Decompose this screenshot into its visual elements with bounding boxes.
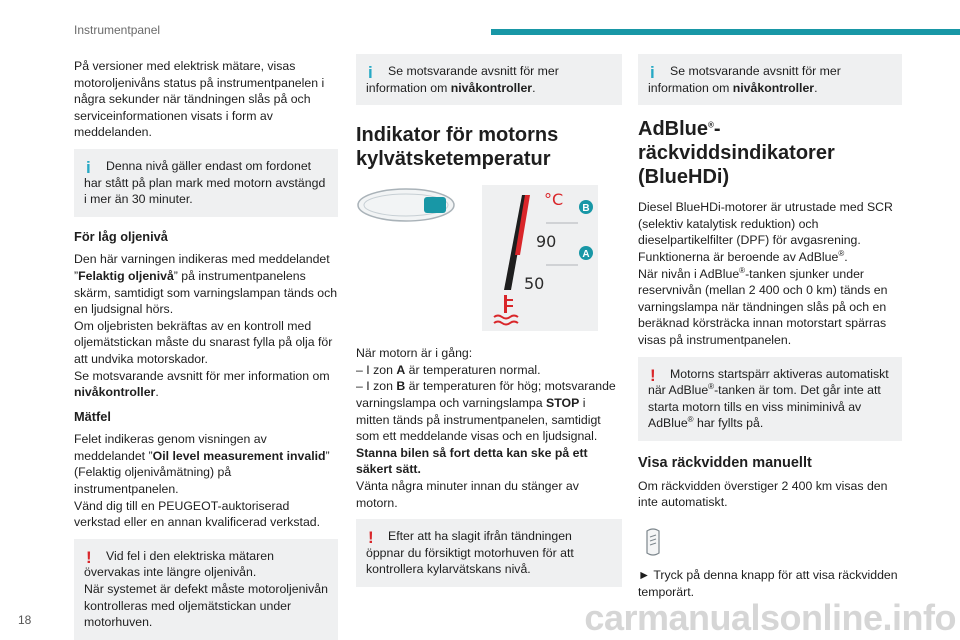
manual-range-body: Om räckvidden överstiger 2 400 km visas den inte automatiskt. (638, 478, 888, 510)
adblue-heading (638, 117, 902, 189)
warning-box-text (84, 548, 328, 631)
fault-message: Oil level measurement invalid (152, 448, 326, 463)
low-oil-text-3: Om oljebristen bekräftas av en kontroll med oljemätstickan måste du snarast fylla på olja för att undvika motorskador. (74, 318, 333, 366)
zone-b-text-3: i mitten tänds på instrumentpanelen, samtidigt som ett meddelande visas och en ljudsignal. (356, 395, 601, 444)
info-box-level-checks (356, 54, 622, 105)
manual-range-heading: Visa räckvidden manuellt (638, 454, 812, 471)
column-3 (638, 54, 902, 608)
warning-line-1: Vid fel i den elektriska mätaren övervakas inte längre oljenivån. (84, 548, 274, 580)
zone-a-marker: A (582, 249, 590, 261)
adblue-heading-sup: ® (708, 120, 714, 130)
fault-text-2: ” (Felaktig oljenivåmätning) på instrumentpanelen. (74, 448, 330, 497)
zone-a-text-2: är temperaturen normal. (405, 362, 541, 377)
info-box-text: Denna nivå gäller endast om fordonet har stått på plan mark med motorn avstängd i mer än 30 minuter. (84, 158, 326, 207)
zone-b-text-2: är temperaturen för hög; motsvarande varningslampa och varningslampa (356, 379, 616, 410)
oil-level-intro: På versioner med elektrisk mätare, visas motoroljenivåns status på instrumentpanelen i några sekunder när tändningen slås på och serviceinformationen visats i form av meddelanden. (74, 59, 325, 140)
warning-box-text (648, 366, 892, 432)
low-oil-text-2: ” på instrumentpanelens skärm, samtidigt som varningslampan tänds och en ljudsignal hörs. (74, 268, 338, 317)
adblue-intro (638, 199, 902, 348)
adblue-intro-sup: ® (838, 248, 845, 258)
column-1 (74, 58, 338, 640)
instrument-cluster-icon (356, 185, 458, 225)
adblue-warn-sup-1: ® (708, 382, 715, 392)
info-icon: i (650, 63, 655, 82)
gauge-value-90: 90 (536, 232, 557, 252)
adblue-warn-text: Motorns startspärr aktiveras automatiskt när AdBlue (648, 366, 889, 398)
info-text: Se motsvarande avsnitt för mer information om (366, 64, 559, 95)
warning-box-electric-gauge (74, 539, 338, 640)
zone-b-letter: B (396, 379, 406, 394)
info-box-level-checks-2 (638, 54, 902, 105)
warning-box-adblue (638, 357, 902, 441)
info-box-level-note (74, 149, 338, 217)
info-link-term: nivåkontroller (732, 80, 815, 95)
warning-box-text: Efter att ha slagit ifrån tändningen öppnar du försiktigt motorhuven för att kontrollera kylarvätskans nivå. (366, 529, 574, 577)
info-icon: i (86, 157, 91, 177)
adblue-heading-post: -räckviddsindikatorer (BlueHDi) (638, 118, 835, 189)
press-button-instruction: ► Tryck på denna knapp för att visa räckvidden temporärt. (638, 568, 898, 599)
engine-running-text: När motorn är i gång: (356, 346, 473, 361)
fault-text-3: Vänd dig till en PEUGEOT-auktoriserad verkstad eller en annan kvalificerad verkstad. (74, 498, 321, 530)
measurement-fault-body (74, 431, 338, 531)
page-number: 18 (18, 613, 32, 627)
zone-a-text: – I zon (356, 362, 397, 377)
stalk-button-icon (644, 527, 662, 557)
zone-b-marker: B (582, 203, 590, 215)
warning-icon: ! (368, 528, 374, 548)
info-box-text (366, 63, 612, 96)
watermark: carmanualsonline.info (584, 597, 956, 638)
warning-box-coolant (356, 519, 622, 587)
wait-instruction: Vänta några minuter innan du stänger av motorn. (356, 478, 579, 510)
adblue-warn-text-3: har fyllts på. (693, 416, 764, 431)
zone-a-letter: A (396, 362, 406, 377)
adblue-reserve-text-2: -tanken sjunker under reservnivån (mellan 2 400 och 0 km) tänds en varningslampa när tändningen slås på och en beräknad körsträcka innan motorstart spärras visas på instrumentpanelen. (638, 266, 888, 347)
adblue-heading-pre: AdBlue (638, 118, 708, 141)
warning-icon: ! (86, 547, 92, 567)
info-link-term: nivåkontroller (450, 80, 533, 95)
adblue-warn-sup-2: ® (687, 415, 694, 425)
low-oil-text-end: . (155, 385, 159, 400)
info-text-end: . (814, 80, 818, 95)
gauge-value-50: 50 (524, 274, 545, 294)
coolant-illustration (356, 185, 622, 331)
warning-icon: ! (650, 365, 656, 385)
low-oil-link-term: nivåkontroller (74, 385, 156, 400)
info-icon: i (368, 63, 373, 82)
stop-label: STOP (546, 395, 580, 410)
low-oil-heading: För låg oljenivå (74, 228, 168, 244)
measurement-fault-heading: Mätfel (74, 408, 111, 424)
column-2 (356, 54, 622, 599)
adblue-warn-text-2: -tanken är tom. Det går inte att starta motorn tills en viss miniminivå av AdBlue (648, 383, 881, 431)
info-text-end: . (532, 80, 536, 95)
info-box-text (648, 63, 892, 96)
stop-car-instruction: Stanna bilen så fort detta kan ske på ett säkert sätt. (356, 445, 588, 477)
low-oil-body (74, 251, 338, 400)
warning-line-2: När systemet är defekt måste motoroljenivån kontrolleras med oljemätstickan under motorhuven. (84, 582, 328, 630)
adblue-reserve-sup: ® (739, 265, 746, 275)
coolant-body (356, 345, 622, 511)
adblue-intro-text: Diesel BlueHDi-motorer är utrustade med SCR (selektiv katalytisk reduktion) och dieselpartikelfilter (DPF) för avgasrening. Funktionerna är beroende av AdBlue (638, 200, 893, 264)
info-text: Se motsvarande avsnitt för mer information om (648, 64, 841, 95)
header-title: Instrumentpanel (74, 23, 161, 37)
header-accent-bar (491, 29, 960, 35)
low-oil-text-4: Se motsvarande avsnitt för mer information om (74, 368, 330, 383)
adblue-intro-end: . (844, 249, 848, 264)
low-oil-message: Felaktig oljenivå (78, 268, 174, 283)
fault-text-1: Felet indikeras genom visningen av meddelandet ” (74, 432, 267, 463)
adblue-reserve-text: När nivån i AdBlue (638, 266, 740, 281)
gauge-unit-label: °C (544, 190, 564, 210)
coolant-temperature-heading: Indikator för motorns kylvätsketemperatur (356, 124, 559, 171)
coolant-gauge (482, 185, 598, 331)
zone-b-text: – I zon (356, 379, 397, 394)
low-oil-text-1: Den här varningen indikeras med meddelandet ” (74, 252, 330, 283)
